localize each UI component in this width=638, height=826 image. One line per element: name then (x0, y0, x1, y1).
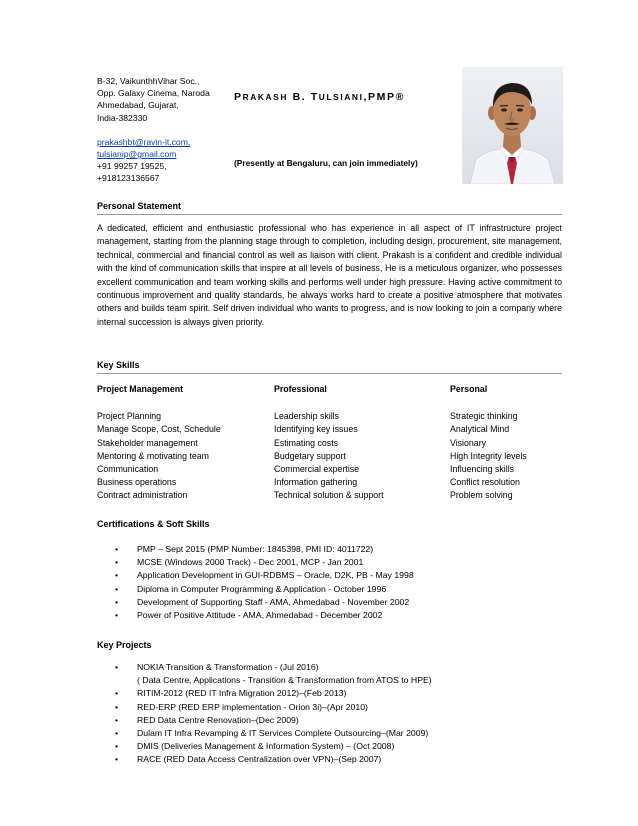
skill-item: Estimating costs (274, 437, 339, 448)
certifications-heading: Certifications & Soft Skills (97, 519, 210, 529)
section-divider (97, 373, 562, 374)
section-divider (97, 214, 562, 215)
skill-item: Problem solving (450, 490, 513, 501)
list-item: • MCSE (Windows 2000 Track) - Dec 2001, MCP - Jan 2001 (115, 557, 364, 568)
skills-column-professional (274, 383, 384, 503)
list-item: • Dulam IT Infra Revamping & IT Services Complete Outsourcing–(Mar 2009) (115, 728, 429, 739)
skill-item: Contract administration (97, 490, 188, 501)
email-link-secondary[interactable]: tulsianip@gmail.com (97, 149, 177, 160)
project-subtext: ( Data Centre, Applications - Transition & Transformation from ATOS to HPE) (137, 675, 432, 686)
list-item: • RITIM-2012 (RED IT Infra Migration 2012)–(Feb 2013) (115, 688, 347, 699)
skill-item: Conflict resolution (450, 477, 520, 488)
skill-item: Manage Scope, Cost, Schedule (97, 424, 221, 435)
address-line: India-382330 (97, 112, 148, 123)
list-item: • RACE (RED Data Access Centralization over VPN)–(Sep 2007) (115, 754, 382, 765)
address-line: Opp. Galaxy Cinema, Naroda (97, 88, 210, 99)
skill-item: Communication (97, 464, 159, 475)
address-line: Ahmedabad, Gujarat, (97, 100, 179, 111)
personal-statement-heading: Personal Statement (97, 201, 182, 211)
address-line: B-32, VaikunthhVihar Soc., (97, 76, 200, 86)
skill-item: Analytical Mind (450, 424, 510, 435)
skill-item: Strategic thinking (450, 411, 518, 422)
list-item: • DMIS (Deliveries Management & Information System) – (Oct 2008) (115, 741, 395, 752)
candidate-name: PRAKASH B. TULSIANI,PMP® (234, 91, 405, 103)
skill-item: Information gathering (274, 477, 358, 488)
location-note: (Presently at Bengaluru, can join immediately) (234, 158, 418, 168)
list-item: • Application Development in GUI-RDBMS – Oracle, D2K, PB - May 1998 (115, 570, 414, 581)
skill-item: Influencing skills (450, 464, 515, 475)
skill-item: Commercial expertise (274, 464, 360, 475)
skills-column-personal (450, 383, 527, 503)
list-item: • PMP – Sept 2015 (PMP Number: 1845398, PMI ID: 4011722) (115, 544, 374, 554)
skills-column-title: Personal (450, 384, 488, 394)
skill-item: Business operations (97, 477, 177, 488)
skill-item: Identifying key issues (274, 424, 358, 435)
certifications-list (0, 543, 414, 622)
list-item: • Development of Supporting Staff - AMA, Ahmedabad - November 2002 (115, 596, 410, 607)
key-projects-heading: Key Projects (97, 640, 152, 650)
list-item: • RED-ERP (RED ERP implementation - Orion 3i)–(Apr 2010) (115, 701, 368, 712)
skill-item: High Integrity levels (450, 450, 527, 461)
email-link-primary[interactable]: prakashbt@ravin-it.com, (97, 136, 191, 147)
profile-photo (462, 67, 563, 184)
skill-item: Budgetary support (274, 450, 346, 461)
personal-statement-text: A dedicated, efficient and enthusiastic professional who has experience in all aspect of IT infrastructure project management, starting from the planning stage through to completion, including design, procurement, site management, technical, commercial and financial control as well as liaison with client. Prakash is a confident and credible individual with the kind of communication skills that inspire at all levels of business, He is a meticulous organizer, who possesses excellent communication and team working skills and performs well under high pressure. Having active commitment to continuous improvement and quality standards, he always works hard to create a positive atmosphere that motivates others and builds team spirit. Self driven individual who wants to progress, and is now looking to join a company where internal succession is always given priority. (97, 223, 562, 327)
skill-item: Project Planning (97, 411, 162, 422)
skill-item: Technical solution & support (274, 490, 384, 501)
skills-column-title: Professional (274, 384, 327, 394)
skills-column-project-management (97, 383, 221, 503)
list-item: • Power of Positive Attitude - AMA, Ahmedabad - December 2002 (115, 610, 383, 621)
phone-primary: +91 99257 19525, (97, 161, 167, 172)
phone-secondary: +918123136567 (97, 173, 160, 184)
skills-column-title: Project Management (97, 384, 184, 394)
skill-item: Stakeholder management (97, 437, 198, 448)
key-projects-list (0, 661, 432, 767)
key-skills-heading: Key Skills (97, 360, 140, 370)
list-item: • NOKIA Transition & Transformation - (Jul 2016) ( Data Centre, Applications - Transition & Transformation from ATOS to HPE) (0, 661, 432, 687)
skill-item: Mentoring & motivating team (97, 450, 209, 461)
list-item: • Diploma in Computer Programming & Application - October 1996 (115, 583, 387, 594)
skill-item: Visionary (450, 437, 487, 448)
skill-item: Leadership skills (274, 411, 340, 422)
list-item: • RED Data Centre Renovation–(Dec 2009) (115, 714, 299, 725)
contact-block (97, 75, 232, 185)
